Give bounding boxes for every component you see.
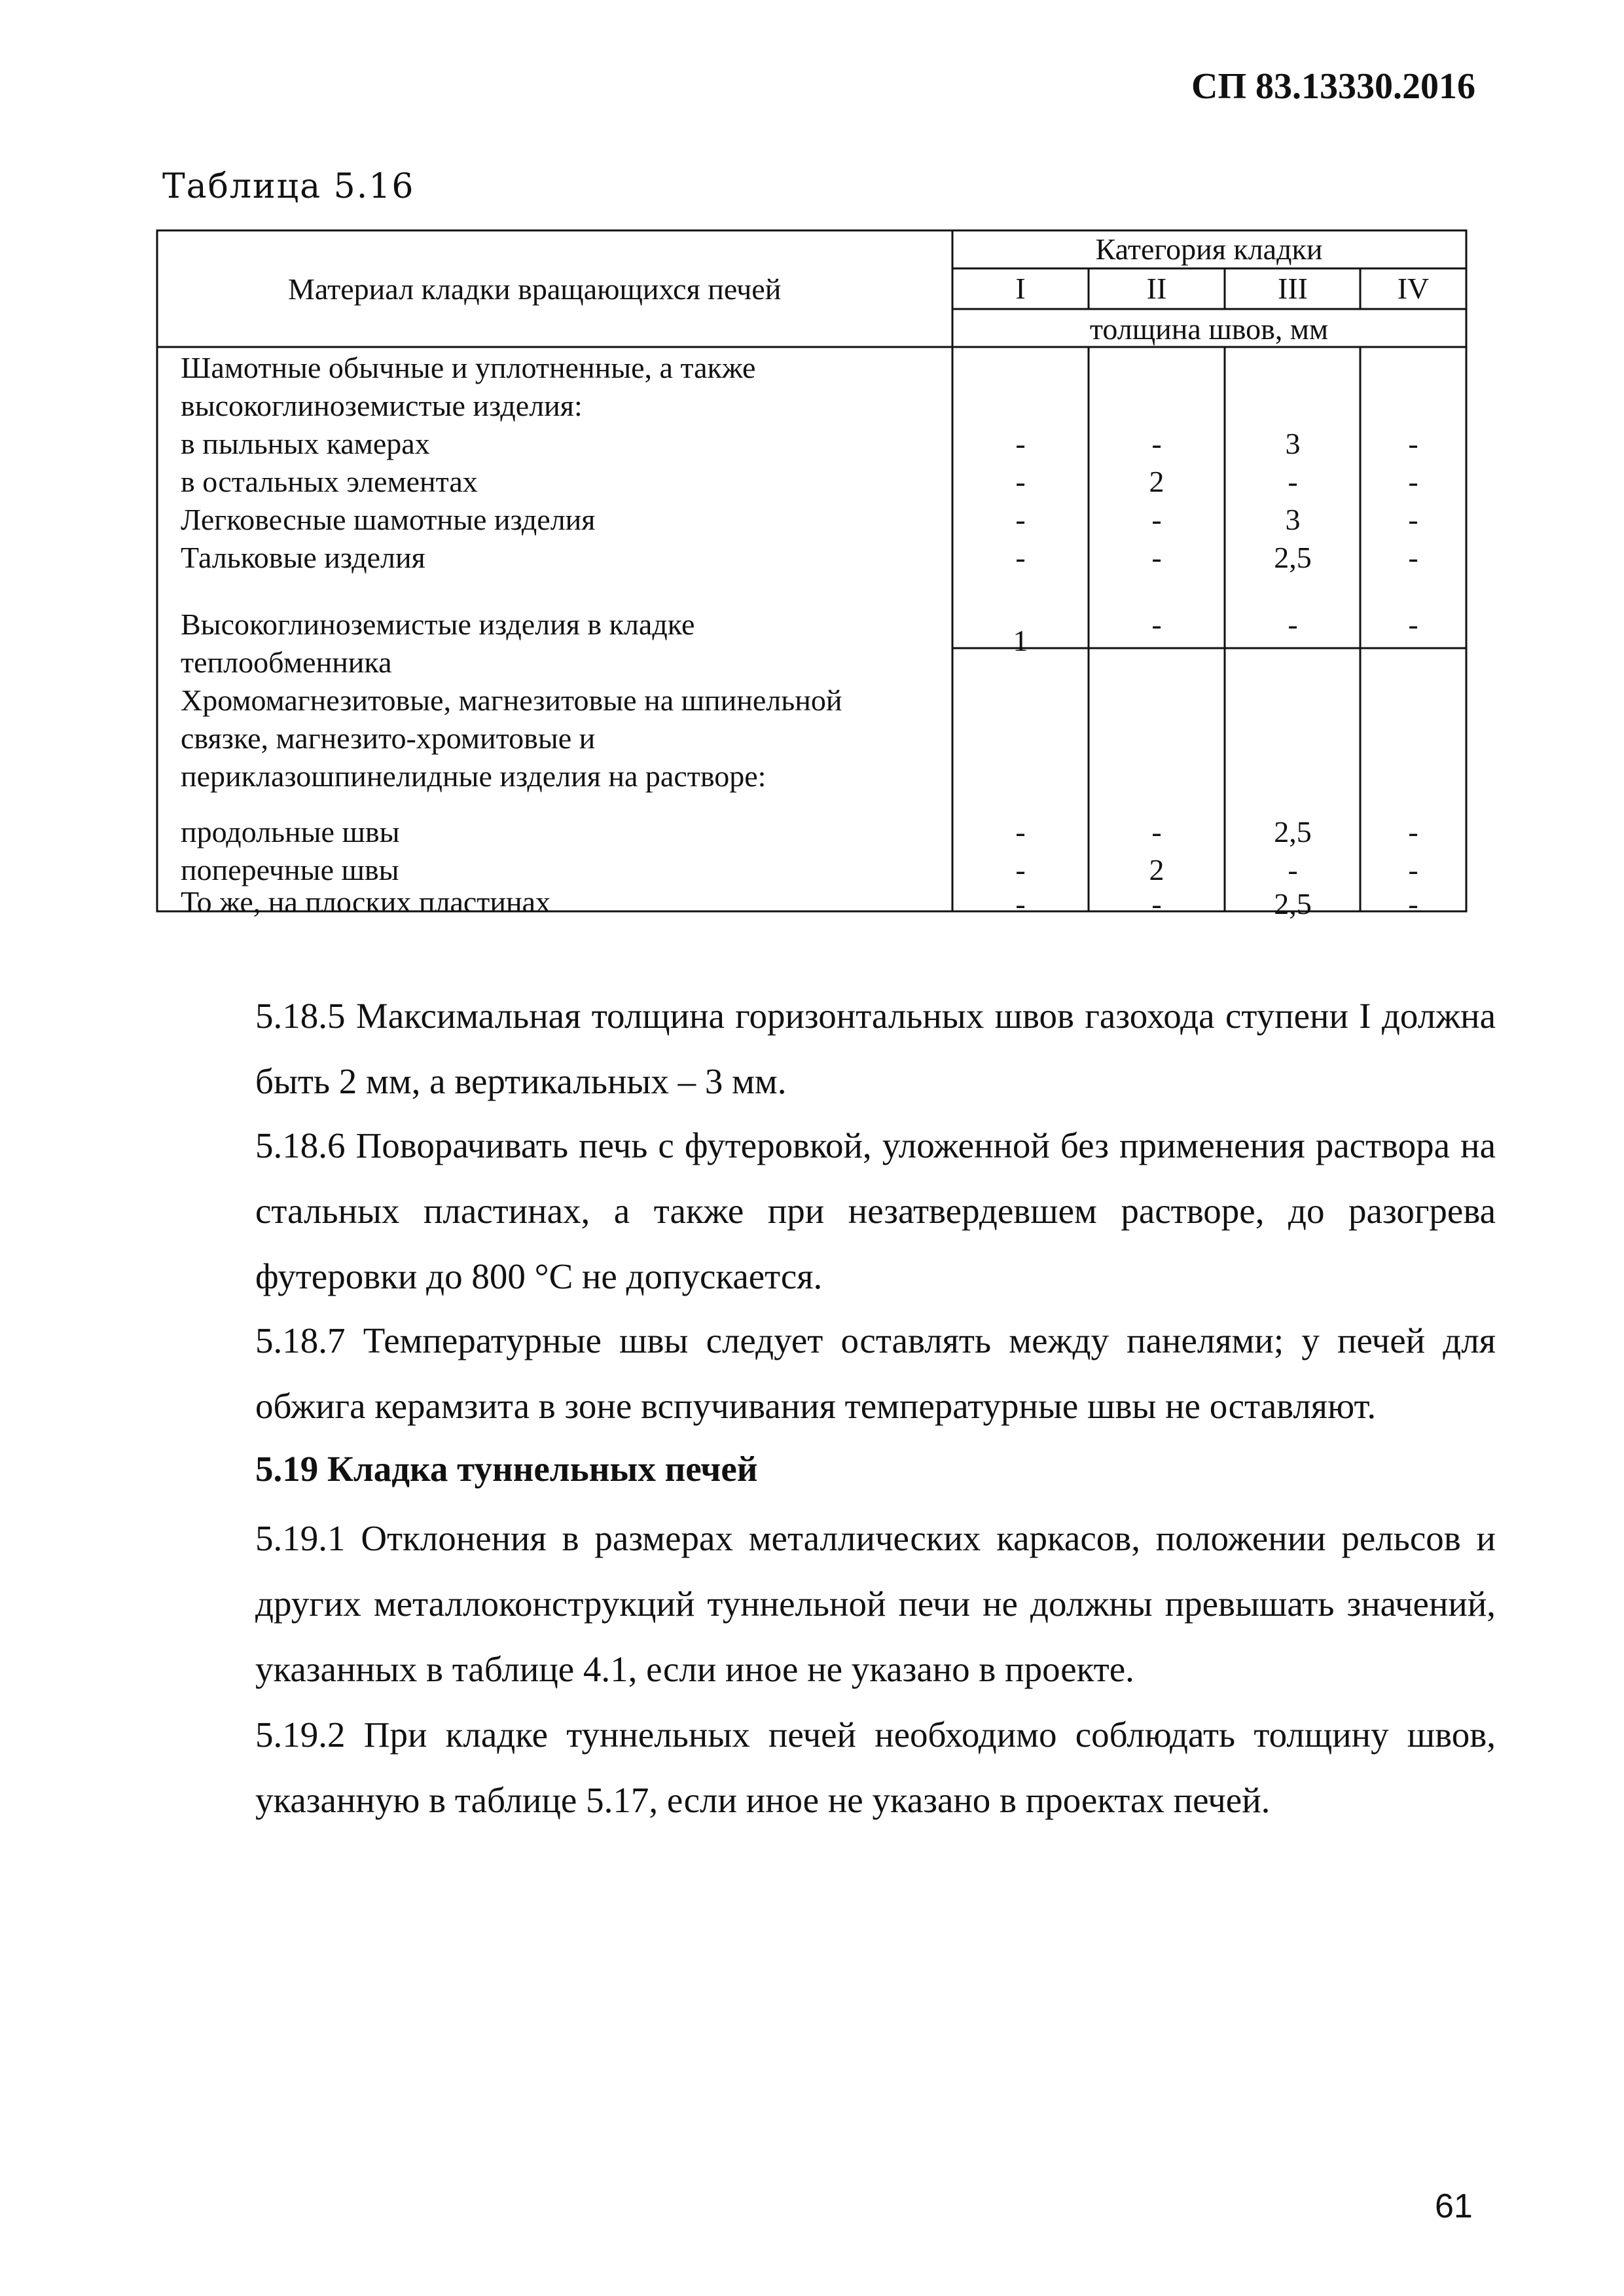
row-label: Шамотные обычные и уплотненные, а также	[181, 351, 756, 384]
table-cell: -	[1151, 608, 1162, 641]
unit-header: толщина швов, мм	[1089, 312, 1329, 346]
table-cell: -	[1408, 853, 1418, 886]
row-label: в остальных элементах	[181, 465, 478, 498]
category-i: I	[1015, 272, 1026, 305]
row-label: То же, на плоских пластинах	[181, 885, 551, 919]
paragraph-5-18-6	[157, 1113, 1496, 1309]
table-cell: 2	[1149, 465, 1164, 498]
table-cell: -	[1151, 503, 1162, 536]
category-ii: II	[1146, 272, 1167, 305]
table-cell: 3	[1285, 503, 1301, 536]
document-code: СП 83.13330.2016	[1191, 66, 1475, 107]
table-cell: -	[1408, 815, 1418, 848]
page-number: 61	[1435, 2187, 1473, 2225]
table-cell: -	[1015, 465, 1026, 498]
row-label: Тальковые изделия	[181, 541, 425, 574]
category-iv: IV	[1397, 272, 1430, 305]
table-cell: 2,5	[1274, 815, 1312, 848]
row-label: Хромомагнезитовые, магнезитовые на шпинельной	[181, 683, 842, 717]
paragraph-5-18-7	[157, 1308, 1496, 1439]
table-cell: 2	[1149, 853, 1164, 886]
paragraph-5-19-1	[157, 1506, 1496, 1702]
table-cell: -	[1015, 503, 1026, 536]
table-cell: -	[1151, 887, 1162, 920]
table-cell: 2,5	[1274, 887, 1312, 920]
row-label: теплообменника	[181, 646, 392, 679]
table-cell: 1	[1013, 624, 1028, 657]
paragraph-text: 5.19.1 Отклонения в размерах металлических каркасов, положении рельсов и других металлоконструкций туннельной печи не должны превышать значений, указанных в таблице 4.1, если иное не указано в проекте.	[255, 1518, 1496, 1689]
table-cell: -	[1151, 427, 1162, 460]
table-cell: -	[1408, 427, 1418, 460]
table-cell: -	[1288, 853, 1298, 886]
row-label: в пыльных камерах	[181, 427, 430, 460]
table-cell: -	[1151, 541, 1162, 574]
table-cell: -	[1288, 608, 1298, 641]
table-cell: -	[1408, 465, 1418, 498]
table-cell: -	[1408, 887, 1418, 920]
table-cell: -	[1408, 541, 1418, 574]
table-cell: -	[1288, 465, 1298, 498]
category-iii: III	[1278, 272, 1308, 305]
paragraph-5-19-2	[157, 1702, 1496, 1833]
row-label: Легковесные шамотные изделия	[181, 503, 596, 536]
paragraph-text: 5.18.6 Поворачивать печь с футеровкой, уложенной без применения раствора на стальных пластинах, а также при незатвердевшем растворе, до разогрева футеровки до 800 °С не допускается.	[255, 1125, 1496, 1296]
paragraph-text: 5.18.7 Температурные швы следует оставлять между панелями; у печей для обжига керамзита в зоне вспучивания температурные швы не оставляют.	[255, 1321, 1496, 1426]
table-title: Таблица 5.16	[162, 167, 415, 206]
table-cell: -	[1408, 503, 1418, 536]
table-cell: -	[1015, 427, 1026, 460]
material-header: Материал кладки вращающихся печей	[288, 272, 782, 306]
table-cell: 3	[1285, 427, 1301, 460]
table-cell: -	[1408, 608, 1418, 641]
table-cell: -	[1015, 887, 1026, 920]
row-label: высокоглиноземистые изделия:	[181, 389, 583, 422]
row-label: продольные швы	[181, 815, 400, 848]
paragraph-text: 5.18.5 Максимальная толщина горизонтальных швов газохода ступени I должна быть 2 мм, а вертикальных – 3 мм.	[255, 996, 1496, 1101]
row-label: связке, магнезито-хромитовые и	[181, 721, 596, 755]
category-header: Категория кладки	[1095, 232, 1323, 266]
paragraph-5-18-5	[157, 983, 1496, 1114]
table-cell: -	[1151, 815, 1162, 848]
table-cell: -	[1015, 815, 1026, 848]
row-label: периклазошпинелидные изделия на растворе:	[181, 759, 767, 793]
row-label: Высокоглиноземистые изделия в кладке	[181, 608, 695, 641]
table-cell: 2,5	[1274, 541, 1312, 574]
row-label: поперечные швы	[181, 853, 399, 886]
table-cell: -	[1015, 853, 1026, 886]
section-heading: 5.19 Кладка туннельных печей	[255, 1449, 758, 1489]
paragraph-text: 5.19.2 При кладке туннельных печей необходимо соблюдать толщину швов, указанную в таблице 5.17, если иное не указано в проектах печей.	[255, 1715, 1496, 1820]
table-cell: -	[1015, 541, 1026, 574]
